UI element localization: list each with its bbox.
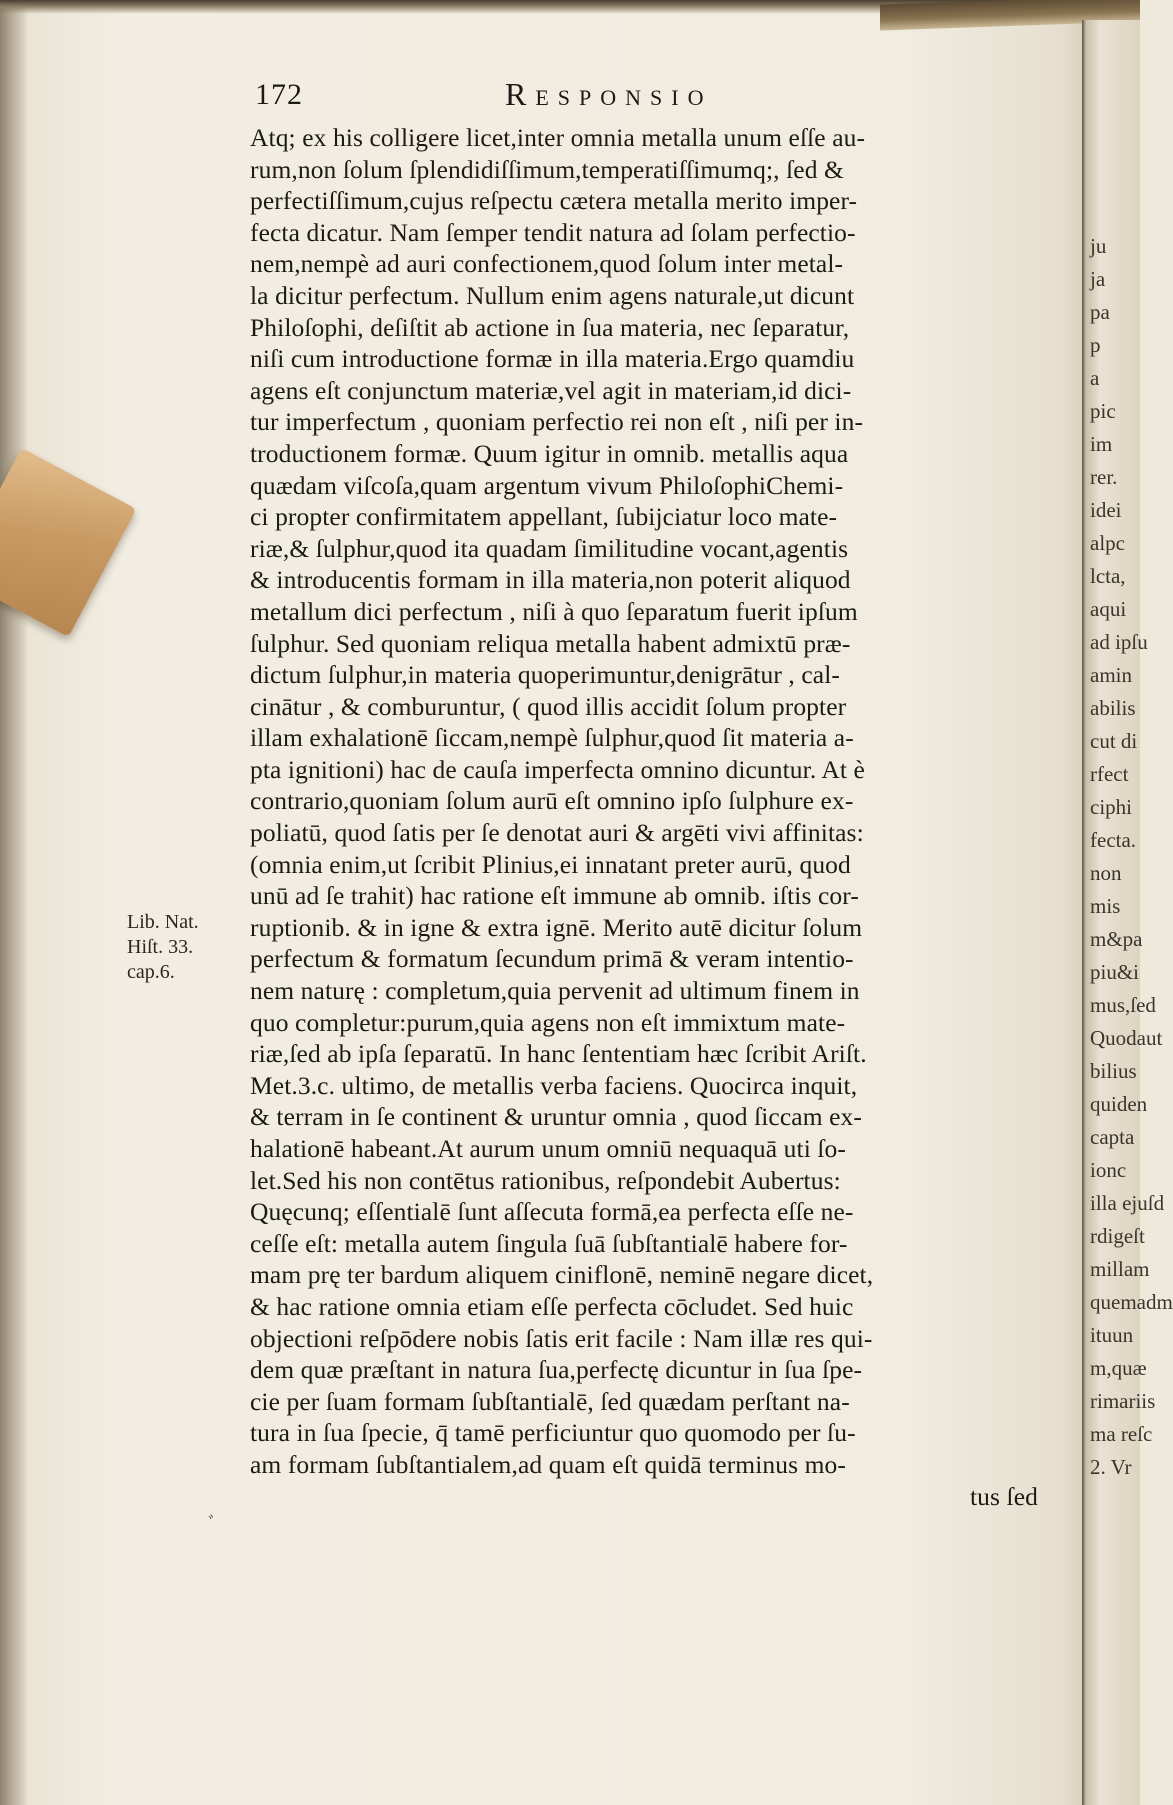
- facing-page-fragment: capta: [1090, 1125, 1135, 1149]
- text-line: pta ignitioni) hac de cauſa imperfecta omnino dicuntur. At è: [250, 754, 865, 784]
- text-line: tura in ſua ſpecie, q̄ tamē perficiuntur quo quomodo per ſu-: [250, 1418, 856, 1448]
- text-line: nem naturę : completum,quia pervenit ad ultimum finem in: [250, 976, 860, 1006]
- text-line: tur imperfectum , quoniam perfectio rei non eſt , niſi per in-: [250, 407, 864, 437]
- text-line: cinātur , & comburuntur, ( quod illis accidit ſolum propter: [250, 691, 847, 721]
- facing-page-fragment: quiden: [1090, 1092, 1148, 1116]
- facing-page-fragment: ituun: [1090, 1323, 1134, 1347]
- text-line: let.Sed his non contētus rationibus, reſpondebit Aubertus:: [250, 1165, 841, 1195]
- facing-page-fragment: abilis: [1090, 696, 1136, 720]
- facing-page-fragment: pa: [1090, 300, 1110, 324]
- running-head: Responsio: [505, 76, 713, 112]
- text-line: halationē habeant.At aurum unum omniū nequaquā uti ſo-: [250, 1134, 846, 1163]
- facing-page-fragment: ad ipſu: [1090, 630, 1148, 654]
- facing-page-fragment: aqui: [1090, 597, 1127, 621]
- text-line: la dicitur perfectum. Nullum enim agens naturale,ut dicunt: [250, 280, 855, 310]
- facing-page-fragment: ciphi: [1090, 795, 1132, 819]
- facing-page-fragment: mus,ſed: [1090, 993, 1156, 1017]
- facing-page-fragment: bilius: [1090, 1059, 1137, 1083]
- facing-page-fragment: m&pa: [1090, 927, 1143, 951]
- text-line: Met.3.c. ultimo, de metallis verba faciens. Quocirca inquit,: [250, 1070, 858, 1100]
- text-line: nem,nempè ad auri confectionem,quod ſolum inter metal-: [250, 249, 844, 279]
- text-line: ci propter confirmitatem appellant, ſubijciatur loco mate-: [250, 502, 838, 532]
- body-text: [250, 122, 1058, 1512]
- text-line: Atq; ex his colligere licet,inter omnia metalla unum eſſe au-: [250, 123, 866, 152]
- text-line: riæ,ſed ab ipſa ſeparatū. In hanc ſententiam hæc ſcribit Ariſt.: [250, 1039, 867, 1069]
- text-line: illam exhalationē ſiccam,nempè ſulphur,quod ſit materia a-: [250, 723, 854, 753]
- facing-page-fragment: rimariis: [1090, 1389, 1156, 1413]
- text-line: quo completur:purum,quia agens non eſt immixtum mate-: [250, 1007, 846, 1037]
- text-line: ruptionib. & in igne & extra ignē. Merito autē dicitur ſolum: [250, 912, 863, 942]
- text-line: quædam viſcoſa,quam argentum vivum PhiloſophiChemi-: [250, 470, 844, 500]
- text-line: fecta dicatur. Nam ſemper tendit natura ad ſolam perfectio-: [250, 217, 856, 247]
- text-line: ceſſe eſt: metalla autem ſingula ſuā ſubſtantialē habere for-: [250, 1228, 848, 1258]
- text-line: contrario,quoniam ſolum aurū eſt omnino ipſo ſulphure ex-: [250, 786, 854, 816]
- text-line: am formam ſubſtantialem,ad quam eſt quidā terminus mo-: [250, 1449, 846, 1479]
- facing-page-fragment: fecta.: [1090, 828, 1137, 852]
- text-line: niſi cum introductione formæ in illa materia.Ergo quamdiu: [250, 344, 855, 374]
- text-line: & introducentis formam in illa materia,non poterit aliquod: [250, 565, 851, 595]
- facing-page-fragment: non: [1090, 861, 1122, 885]
- text-line: perfectum & formatum ſecundum primā & veram intentio-: [250, 944, 854, 974]
- facing-page-fragment: idei: [1090, 498, 1122, 522]
- text-line: riæ,& ſulphur,quod ita quadam ſimilitudine vocant,agentis: [250, 533, 849, 563]
- marginal-note-line: Hiſt. 33.: [127, 936, 194, 958]
- marginal-note-line: cap.6.: [127, 961, 175, 983]
- facing-page-fragment: rer.: [1090, 465, 1118, 489]
- text-line: perfectiſſimum,cujus reſpectu cætera metalla merito imper-: [250, 186, 858, 216]
- facing-page-fragment: a: [1090, 366, 1100, 390]
- text-line: objectioni reſpōdere nobis ſatis erit facile : Nam illæ res qui-: [250, 1323, 873, 1353]
- text-line: metallum dici perfectum , niſi à quo ſeparatum fuerit ipſum: [250, 596, 858, 626]
- facing-page-fragment: ma reſc: [1090, 1422, 1153, 1446]
- facing-page-fragment: lcta,: [1090, 564, 1126, 588]
- text-line: agens eſt conjunctum materiæ,vel agit in materiam,id dici-: [250, 375, 852, 405]
- text-line: Philoſophi, deſiſtit ab actione in ſua materia, nec ſeparatur,: [250, 312, 850, 342]
- facing-page-fragment: amin: [1090, 663, 1132, 687]
- catchword: tus ſed: [970, 1481, 1038, 1511]
- facing-page-fragment: ionc: [1090, 1158, 1127, 1182]
- margin-mark: ﾞ: [208, 1514, 217, 1534]
- text-line: dictum ſulphur,in materia quoperimuntur,denigrātur , cal-: [250, 660, 840, 690]
- facing-page-fragment: m,quæ: [1090, 1356, 1147, 1380]
- marginal-note-line: Lib. Nat.: [127, 911, 199, 933]
- facing-page-fragment: pic: [1090, 399, 1116, 423]
- text-line: unū ad ſe trahit) hac ratione eſt immune ab omnib. iſtis cor-: [250, 881, 859, 911]
- gutter-shadow: [0, 0, 28, 1805]
- facing-page-fragment: illa ejuſd: [1090, 1191, 1165, 1215]
- page-header: [255, 78, 1035, 128]
- facing-page-fragment: ja: [1090, 267, 1106, 291]
- facing-page-fragment: quemadm: [1090, 1290, 1173, 1314]
- facing-page-fragment: p: [1090, 333, 1101, 357]
- facing-page-fragment: millam: [1090, 1257, 1150, 1281]
- facing-page-fragment: 2. Vr: [1090, 1455, 1132, 1479]
- facing-page-fragment: cut di: [1090, 729, 1138, 753]
- text-line: & terram in ſe continent & uruntur omnia , quod ſiccam ex-: [250, 1102, 862, 1132]
- text-line: & hac ratione omnia etiam eſſe perfecta cōcludet. Sed huic: [250, 1291, 854, 1321]
- text-line: mam prę ter bardum aliquem ciniflonē, neminē negare dicet,: [250, 1260, 874, 1290]
- facing-page-fragment: Quodaut: [1090, 1026, 1163, 1050]
- page-number: 172: [255, 78, 303, 111]
- text-line: rum,non ſolum ſplendidiſſimum,temperatiſſimumq;, ſed &: [250, 154, 844, 184]
- facing-page-fragment: piu&i: [1090, 960, 1140, 984]
- text-line: poliatū, quod ſatis per ſe denotat auri & argēti vivi affinitas:: [250, 818, 864, 848]
- text-line: troductionem formæ. Quum igitur in omnib. metallis aqua: [250, 438, 849, 468]
- facing-page-fragment: im: [1090, 432, 1113, 456]
- marginal-note: [127, 910, 237, 985]
- text-line: cie per ſuam formam ſubſtantialē, ſed quædam perſtant na-: [250, 1386, 850, 1416]
- facing-page-fragments: [1090, 230, 1173, 1484]
- facing-page-fragment: rdigeſt: [1090, 1224, 1145, 1248]
- facing-page-fragment: ju: [1090, 234, 1107, 258]
- facing-page-fragment: rfect: [1090, 762, 1129, 786]
- text-line: ſulphur. Sed quoniam reliqua metalla habent admixtū præ-: [250, 628, 851, 658]
- text-line: dem quæ præſtant in natura ſua,perfectę dicuntur in ſua ſpe-: [250, 1355, 863, 1385]
- text-line: Quęcunq; eſſentialē ſunt aſſecuta formā,ea perfecta eſſe ne-: [250, 1197, 854, 1227]
- facing-page-fragment: alpc: [1090, 531, 1125, 555]
- text-line: (omnia enim,ut ſcribit Plinius,ei innatant preter aurū, quod: [250, 849, 851, 879]
- facing-page-fragment: mis: [1090, 894, 1121, 918]
